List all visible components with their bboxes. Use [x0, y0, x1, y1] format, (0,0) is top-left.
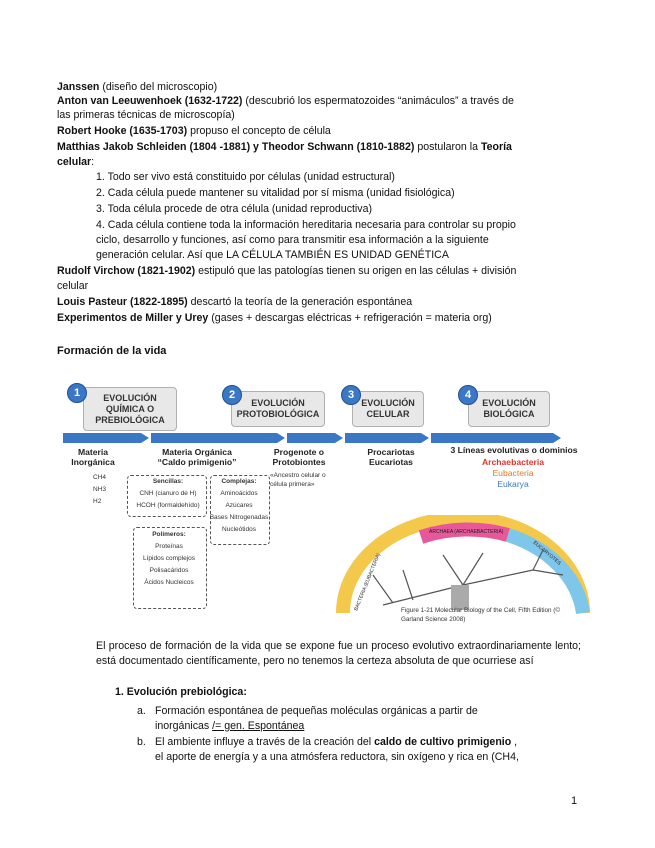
domain-label: Archaebacteria — [481, 457, 545, 467]
list-item-b: b. El ambiente influye a través de la creación del caldo de cultivo primigenio , el aporte de energía y a una atmósfera reductora, sin oxígeno y rica en (CH4, — [137, 736, 519, 763]
theory-point: 3. Toda célula procede de otra célula (unidad reproductiva) — [96, 203, 373, 215]
domain-label: Eukarya — [497, 479, 529, 489]
flow-label: 3 Líneas evolutivas o dominios — [450, 445, 578, 455]
text-line: Robert Hooke (1635-1703) propuso el concepto de célula — [57, 125, 331, 137]
text-line: Janssen (diseño del microscopio) — [57, 81, 218, 93]
polimeros-list: Polímeros: Proteínas Lípidos complejos Polisacáridos Ácidos Nucleicos — [142, 531, 196, 586]
sencillas-list: Sencillas: CNH (cianuro de H) HCOH (formaldehído) — [136, 478, 200, 509]
theory-point: 4. Cada célula contiene toda la información hereditaria necesaria para controlar su propio — [96, 219, 516, 231]
stage-box-2: EVOLUCIÓN PROTOBIOLÓGICA — [231, 391, 325, 427]
list-item-a: a. Formación espontánea de pequeñas moléculas orgánicas a partir de inorgánicas /= gen. Espontánea — [137, 705, 478, 732]
stage-number-badge: 3 — [341, 385, 361, 405]
stage-box-4: EVOLUCIÓN BIOLÓGICA — [468, 391, 550, 427]
inorganic-list: CH4 NH3 H2 — [93, 474, 107, 505]
text-line: Anton van Leeuwenhoek (1632-1722) (descubrió los espermatozoides “animáculos” a través de — [57, 95, 514, 107]
stage-number-badge: 2 — [222, 385, 242, 405]
complejas-list: Complejas: Aminoácidos Azúcares Bases Nitrogenadas Nucleótidos — [209, 478, 269, 533]
stage-box-1: EVOLUCIÓN QUÍMICA O PREBIOLÓGICA — [83, 387, 177, 431]
flow-label: Materia Inorgánica — [71, 447, 115, 467]
tree-label: BACTERIA (EUBACTERIA) — [353, 552, 382, 612]
figure-caption: Figure 1-21 Molecular Biology of the Cell, Fifth Edition (© Garland Science 2008) — [401, 607, 560, 623]
text-line: Experimentos de Miller y Urey (gases + descargas eléctricas + refrigeración = materia org) — [57, 312, 492, 324]
flow-label: Procariotas Eucariotas — [367, 447, 415, 467]
text-line: celular: — [57, 156, 95, 168]
flow-arrow — [345, 433, 429, 443]
flow-arrow — [63, 433, 149, 443]
section-heading: Formación de la vida — [57, 345, 167, 357]
theory-point: 2. Cada célula puede mantener su vitalidad por sí misma (unidad fisiológica) — [96, 187, 455, 199]
section-item-heading: 1. Evolución prebiológica: — [115, 686, 247, 698]
theory-point: 1. Todo ser vivo está constituido por células (unidad estructural) — [96, 171, 395, 183]
stage-number-badge: 4 — [458, 385, 478, 405]
evolution-figure — [63, 383, 593, 628]
text-line: celular — [57, 280, 89, 292]
text-line: las primeras técnicas de microscopía) — [57, 109, 235, 121]
tree-of-life — [333, 515, 593, 615]
text-line: Matthias Jakob Schleiden (1804 -1881) y Theodor Schwann (1810-1882) postularon la Teoría — [57, 141, 512, 153]
stage-number-badge: 1 — [67, 383, 87, 403]
flow-arrow — [287, 433, 343, 443]
intro-paragraph: El proceso de formación de la vida que se expone fue un proceso evolutivo extraordinariamente lento; está documentado científicamente, pero no tenemos la certeza absoluta de que ocurriese así — [96, 640, 581, 667]
flow-arrow — [151, 433, 285, 443]
flow-label: Materia Orgánica “Caldo primigenio” — [157, 447, 237, 467]
tree-label: EUCARYOTES — [531, 539, 562, 567]
flow-arrows — [63, 431, 563, 445]
tree-label: ARCHAEA (ARCHAEBACTERIA) — [429, 529, 504, 535]
text-line: Louis Pasteur (1822-1895) descartó la teoría de la generación espontánea — [57, 296, 413, 308]
theory-point: ciclo, desarrollo y funciones, así como para transmitir esa información a la siguiente — [96, 234, 489, 246]
domain-label: Eubacteria — [492, 468, 534, 478]
page-number: 1 — [571, 795, 578, 807]
eukarya-arc — [508, 535, 583, 613]
flow-arrow — [431, 433, 561, 443]
stage-box-3: EVOLUCIÓN CELULAR — [352, 391, 424, 427]
theory-point: generación celular. Así que LA CÉLULA TAMBIÉN ES UNIDAD GENÉTICA — [96, 249, 449, 261]
text-line: Rudolf Virchow (1821-1902) estipuló que las patologías tienen su origen en las células + división — [57, 265, 517, 277]
flow-label: Progenote o Protobiontes — [272, 447, 326, 467]
ancestor-note: «Ancestro celular o célula primera» — [270, 472, 326, 488]
